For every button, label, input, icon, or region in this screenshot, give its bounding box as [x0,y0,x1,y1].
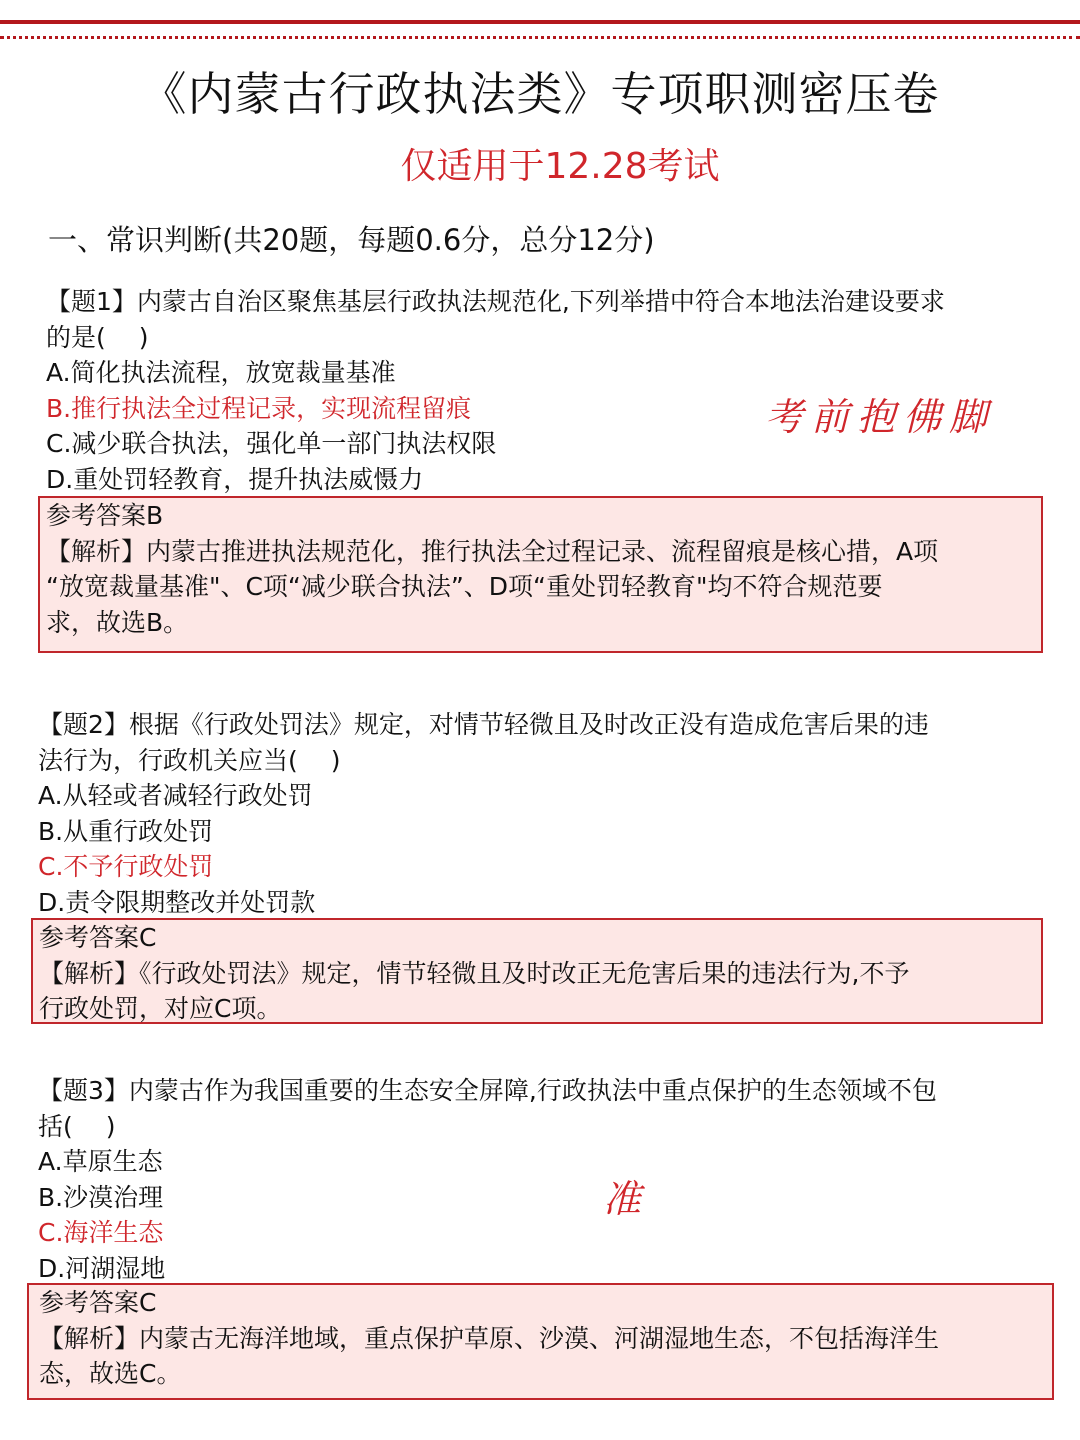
header-dotted-rule [0,36,1080,39]
option-a: A.从轻或者减轻行政处罚 [38,781,313,810]
option-c-correct: C.不予行政处罚 [38,852,214,881]
page-title: 《内蒙古行政执法类》专项职测密压卷 [140,67,940,121]
question-stem: 【题3】内蒙古作为我国重要的生态安全屏障,行政执法中重点保护的生态领域不包 [38,1076,937,1105]
handwritten-note: 考前抱佛脚 [765,395,996,439]
analysis-line: 态，故选C。 [39,1359,182,1388]
option-a: A.简化执法流程，放宽裁量基准 [46,358,396,387]
option-b-correct: B.推行执法全过程记录，实现流程留痕 [46,393,472,423]
option-b: B.从重行政处罚 [38,816,214,846]
analysis-line: “放宽裁量基准"、C项“减少联合执法”、D项“重处罚轻教育"均不符合规范要 [46,572,883,601]
question-3 [38,1073,937,1286]
answer-box-3 [27,1283,1054,1400]
analysis-line: 【解析】内蒙古推进执法规范化，推行执法全过程记录、流程留痕是核心措，A项 [46,536,939,566]
answer-label: 参考答案C [39,923,157,952]
analysis-line: 【解析】《行政处罚法》规定，情节轻微且及时改正无危害后果的违法行为,不予 [39,958,910,988]
analysis-line: 【解析】内蒙古无海洋地域，重点保护草原、沙漠、河湖湿地生态，不包括海洋生 [39,1323,940,1353]
question-stem: 法行为，行政机关应当( ) [38,745,341,775]
question-stem: 【题1】内蒙古自治区聚焦基层行政执法规范化,下列举措中符合本地法治建设要求 [46,287,945,316]
option-d: D.重处罚轻教育，提升执法威慑力 [46,464,424,494]
question-stem: 【题2】根据《行政处罚法》规定，对情节轻微且及时改正没有造成危害后果的违 [38,710,929,739]
option-c: C.减少联合执法，强化单一部门执法权限 [46,429,497,458]
answer-label: 参考答案B [46,501,164,530]
question-stem: 的是( ) [46,322,149,352]
option-b: B.沙漠治理 [38,1182,164,1212]
option-a: A.草原生态 [38,1147,163,1176]
question-stem: 括( ) [38,1111,116,1141]
header-rule [0,20,1080,24]
option-c-correct: C.海洋生态 [38,1218,164,1247]
option-d: D.河湖湿地 [38,1253,166,1283]
analysis-line: 行政处罚，对应C项。 [39,994,282,1023]
question-2 [38,707,929,920]
analysis-line: 求，故选B。 [46,607,189,637]
answer-box-2 [31,918,1043,1024]
option-d: D.责令限期整改并处罚款 [38,887,316,917]
handwritten-mark: 准 [603,1177,650,1221]
answer-box-1 [38,496,1043,653]
answer-label: 参考答案C [39,1288,157,1317]
page-subtitle: 仅适用于12.28考试 [400,146,720,187]
section-heading: 一、常识判断(共20题，每题0.6分，总分12分) [48,223,655,257]
